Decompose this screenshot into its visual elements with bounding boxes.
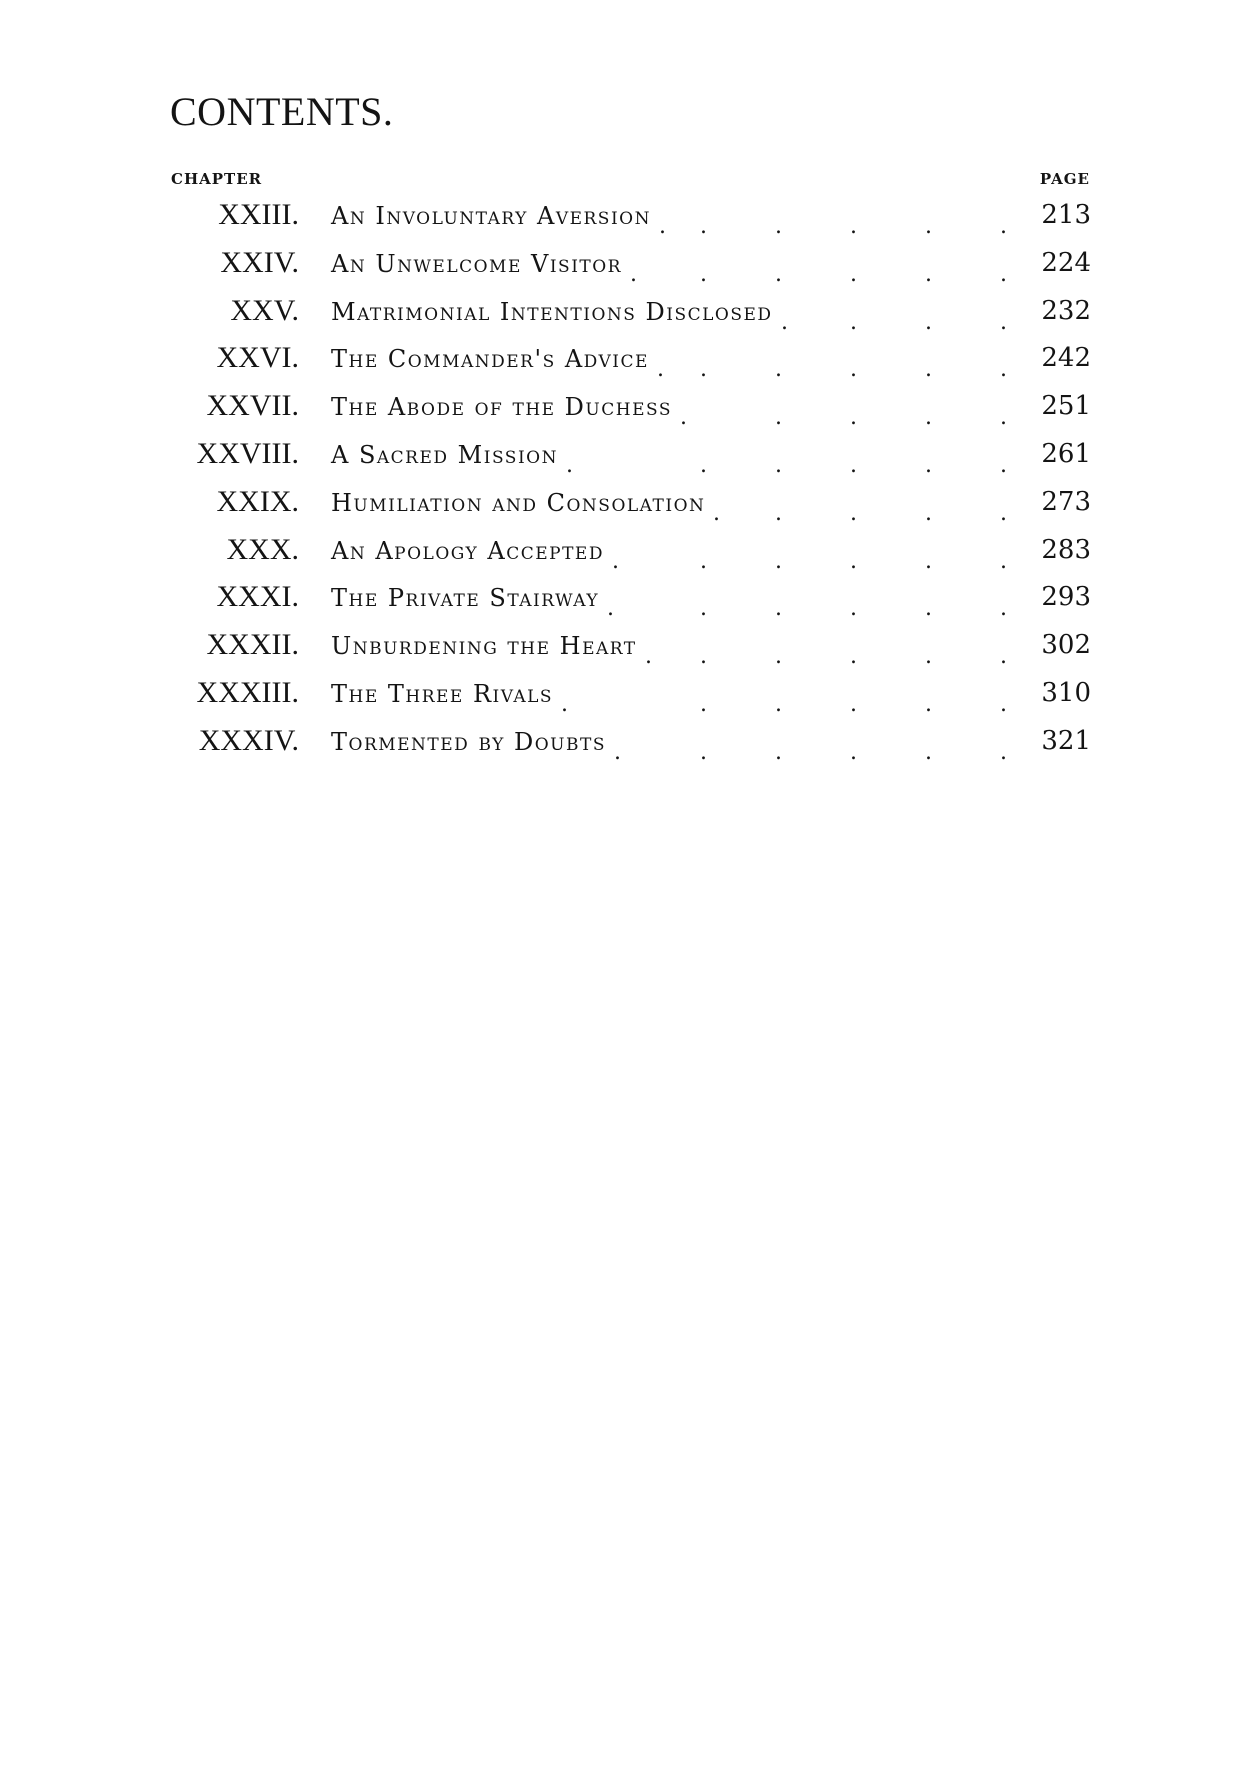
leader-dot: . [850, 500, 857, 526]
leader-dot: . [700, 739, 707, 765]
leader-dot: . [1000, 214, 1007, 239]
chapter-number: XXXI. [216, 580, 299, 614]
leader-dot: . [775, 644, 782, 670]
leader-dot: . [1000, 644, 1007, 670]
page-number: 213 [1041, 200, 1091, 230]
page-number: 283 [1041, 534, 1091, 565]
page-title: CONTENTS. [170, 89, 394, 134]
leader-dot: . [775, 214, 782, 239]
dot-leader [657, 347, 1010, 383]
leader-dot: . [612, 548, 619, 574]
leader-dot: . [850, 405, 857, 431]
leader-dot: . [925, 405, 932, 431]
leader-dot: . [700, 261, 707, 287]
dot-leader [607, 586, 1010, 622]
page-number: 273 [1041, 486, 1091, 517]
leader-dot: . [781, 309, 788, 335]
dot-leader [700, 300, 1010, 335]
leader-dot: . [850, 357, 857, 383]
toc-entry [0, 437, 1259, 485]
leader-dot: . [1000, 548, 1007, 574]
dot-leader [614, 730, 1010, 765]
chapter-title: Humiliation and Consolation [331, 488, 706, 517]
leader-dot: . [850, 309, 857, 335]
page-number: 224 [1041, 247, 1091, 278]
chapter-title: The Abode of the Duchess [331, 393, 672, 422]
chapter-title: Matrimonial Intentions Disclosed [331, 297, 773, 326]
leader-dot: . [850, 739, 857, 765]
toc-entry [0, 389, 1259, 437]
page-number: 310 [1041, 677, 1091, 708]
leader-dot: . [850, 214, 857, 239]
chapter-number: XXXIII. [196, 675, 299, 709]
dot-leader [645, 634, 1010, 670]
leader-dot: . [607, 596, 614, 622]
leader-dot: . [1000, 261, 1007, 287]
leader-dot: . [925, 357, 932, 383]
dot-leader [612, 539, 1010, 574]
leader-dot: . [925, 548, 932, 574]
leader-dot: . [850, 596, 857, 622]
chapter-column-header: CHAPTER [171, 170, 263, 188]
page-number: 261 [1041, 438, 1091, 469]
chapter-title: Tormented by Doubts [331, 727, 606, 756]
leader-dot: . [680, 405, 687, 431]
chapter-number: XXVIII. [196, 436, 299, 470]
leader-dot: . [925, 596, 932, 622]
toc-entry [0, 246, 1259, 294]
toc-entry [0, 341, 1259, 389]
leader-dot: . [850, 644, 857, 670]
page-number: 232 [1041, 295, 1091, 326]
chapter-title: An Unwelcome Visitor [331, 249, 622, 278]
chapter-number: XXIX. [216, 484, 299, 518]
leader-dot: . [566, 452, 573, 478]
leader-dot: . [925, 261, 932, 287]
leader-dot: . [925, 691, 932, 717]
chapter-number: XXIII. [218, 198, 299, 231]
chapter-number: XXVII. [206, 389, 299, 423]
chapter-title: Unburdening the Heart [331, 632, 637, 661]
leader-dot: . [850, 452, 857, 478]
leader-dot: . [775, 405, 782, 431]
leader-dot: . [1000, 309, 1007, 335]
toc-entry [0, 724, 1259, 772]
leader-dot: . [775, 357, 782, 383]
leader-dot: . [700, 214, 707, 239]
toc-entry [0, 198, 1259, 246]
toc-entry [0, 628, 1259, 676]
dot-leader [680, 395, 1010, 431]
chapter-number: XXIV. [220, 245, 299, 279]
chapter-number: XXX. [226, 532, 299, 566]
dot-leader [630, 252, 1010, 287]
leader-dot: . [850, 261, 857, 287]
table-of-contents [0, 198, 1259, 772]
chapter-title: The Commander's Advice [331, 345, 649, 374]
chapter-number: XXV. [230, 293, 299, 327]
toc-entry [0, 580, 1259, 628]
leader-dot: . [630, 261, 637, 287]
leader-dot: . [775, 261, 782, 287]
leader-dot: . [713, 500, 720, 526]
chapter-title: The Private Stairway [331, 584, 600, 613]
dot-leader [566, 443, 1010, 478]
dot-leader [561, 682, 1010, 717]
leader-dot: . [700, 357, 707, 383]
leader-dot: . [700, 452, 707, 478]
leader-dot: . [775, 452, 782, 478]
leader-dot: . [925, 500, 932, 526]
leader-dot: . [925, 739, 932, 765]
toc-entry [0, 676, 1259, 724]
leader-dot: . [925, 644, 932, 670]
leader-dot: . [775, 500, 782, 526]
leader-dot: . [700, 548, 707, 574]
leader-dot: . [700, 644, 707, 670]
leader-dot: . [657, 357, 664, 383]
leader-dot: . [659, 214, 666, 239]
leader-dot: . [1000, 739, 1007, 765]
leader-dot: . [700, 596, 707, 622]
chapter-title: The Three Rivals [331, 679, 554, 708]
leader-dot: . [1000, 357, 1007, 383]
page-number: 321 [1041, 725, 1091, 756]
page-number: 302 [1041, 630, 1091, 661]
chapter-number: XXXII. [206, 628, 299, 662]
leader-dot: . [614, 739, 621, 765]
leader-dot: . [775, 596, 782, 622]
leader-dot: . [1000, 596, 1007, 622]
leader-dot: . [700, 691, 707, 717]
leader-dot: . [925, 452, 932, 478]
leader-dot: . [775, 548, 782, 574]
chapter-number: XXXIV. [198, 723, 299, 757]
leader-dot: . [925, 309, 932, 335]
leader-dot: . [850, 548, 857, 574]
leader-dot: . [925, 214, 932, 239]
chapter-title: An Apology Accepted [331, 536, 604, 565]
leader-dot: . [1000, 452, 1007, 478]
leader-dot: . [775, 691, 782, 717]
toc-entry [0, 533, 1259, 581]
page-number: 293 [1041, 582, 1091, 613]
leader-dot: . [645, 644, 652, 670]
toc-entry [0, 485, 1259, 533]
leader-dot: . [775, 739, 782, 765]
leader-dot: . [1000, 405, 1007, 431]
leader-dot: . [561, 691, 568, 717]
page-number: 242 [1041, 343, 1091, 374]
dot-leader [700, 491, 1010, 526]
chapter-number: XXVI. [216, 341, 299, 375]
page-column-header: PAGE [1039, 170, 1090, 188]
leader-dot: . [850, 691, 857, 717]
chapter-title: A Sacred Mission [331, 440, 558, 469]
chapter-title: An Involuntary Aversion [331, 202, 651, 230]
toc-entry [0, 294, 1259, 342]
dot-leader [659, 204, 1010, 239]
leader-dot: . [1000, 500, 1007, 526]
page-number: 251 [1041, 391, 1091, 422]
leader-dot: . [1000, 691, 1007, 717]
